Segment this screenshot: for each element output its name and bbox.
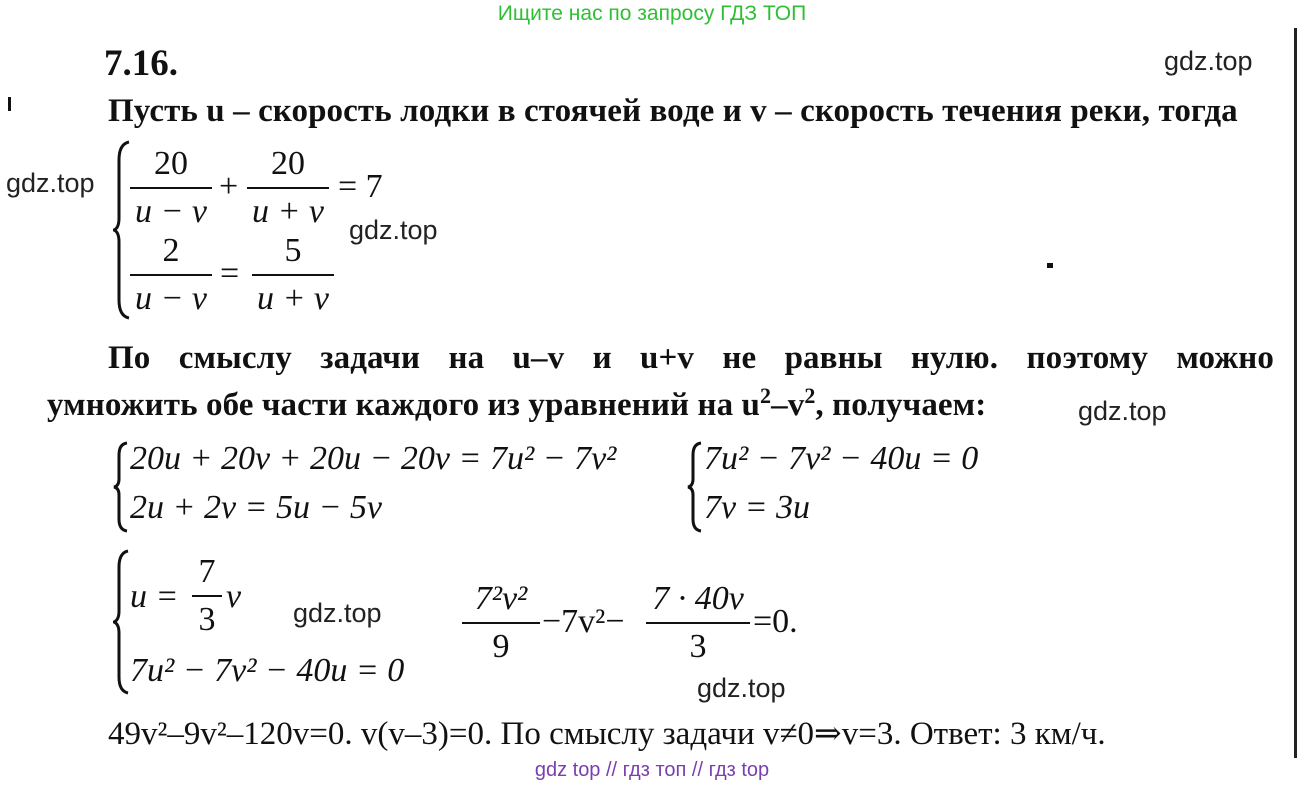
system-brace	[687, 441, 703, 533]
top-banner: Ищите нас по запросу ГДЗ ТОП	[497, 2, 807, 25]
watermark: gdz.top	[1164, 46, 1253, 76]
paragraph-line-2: умножить обе части каждого из уравнений на $u^2-v^2$, получаем:	[47, 383, 987, 423]
final-answer-line: 49v²–9v²–120v=0. v(v–3)=0. По смыслу задачи v≠0⇒v=3. Ответ: 3 км/ч.	[108, 716, 1106, 752]
fraction: 7 · 40v 3	[646, 579, 750, 667]
equals-rhs: = 7	[338, 168, 383, 205]
equals-zero: =0.	[753, 603, 798, 640]
bottom-banner: gdz top // гдз топ // гдз top	[534, 759, 770, 781]
system-brace	[113, 441, 129, 533]
scan-speck	[8, 97, 11, 111]
system3-line-1: 7u² − 7v² − 40u = 0	[704, 440, 979, 477]
watermark: gdz.top	[293, 598, 382, 628]
fraction: 7²v² 9	[462, 579, 540, 667]
equation-middle: −7v²−	[542, 603, 625, 640]
system3-line-2: 7v = 3u	[704, 489, 811, 526]
watermark: gdz.top	[6, 168, 95, 198]
problem-number: 7.16.	[104, 43, 178, 84]
scan-speck	[1047, 263, 1053, 268]
fraction: 2 u − v	[130, 231, 212, 319]
intro-text: Пусть u – скорость лодки в стоячей воде и v – скорость течения реки, тогда	[108, 93, 1238, 129]
fraction: 20 u − v	[130, 144, 212, 232]
watermark: gdz.top	[349, 215, 438, 245]
watermark: gdz.top	[697, 673, 786, 703]
equals-sign: =	[220, 255, 240, 292]
system2-line-1: 20u + 20v + 20u − 20v = 7u² − 7v²	[130, 440, 617, 477]
plus-sign: +	[219, 168, 239, 205]
fraction: 7 3	[192, 552, 222, 640]
paragraph-line-1: По смыслу задачи на u–v и u+v не равны нулю. поэтому можно	[108, 340, 1274, 376]
system-brace	[113, 549, 131, 695]
system2-line-2: 2u + 2v = 5u − 5v	[130, 489, 383, 526]
fraction: 5 u + v	[252, 231, 334, 319]
v-variable: v	[226, 578, 242, 615]
watermark: gdz.top	[1078, 396, 1167, 426]
u-equals: u =	[130, 578, 179, 615]
system4-line-2: 7u² − 7v² − 40u = 0	[130, 652, 405, 689]
page-edge-line	[1294, 28, 1297, 758]
fraction: 20 u + v	[247, 144, 329, 232]
